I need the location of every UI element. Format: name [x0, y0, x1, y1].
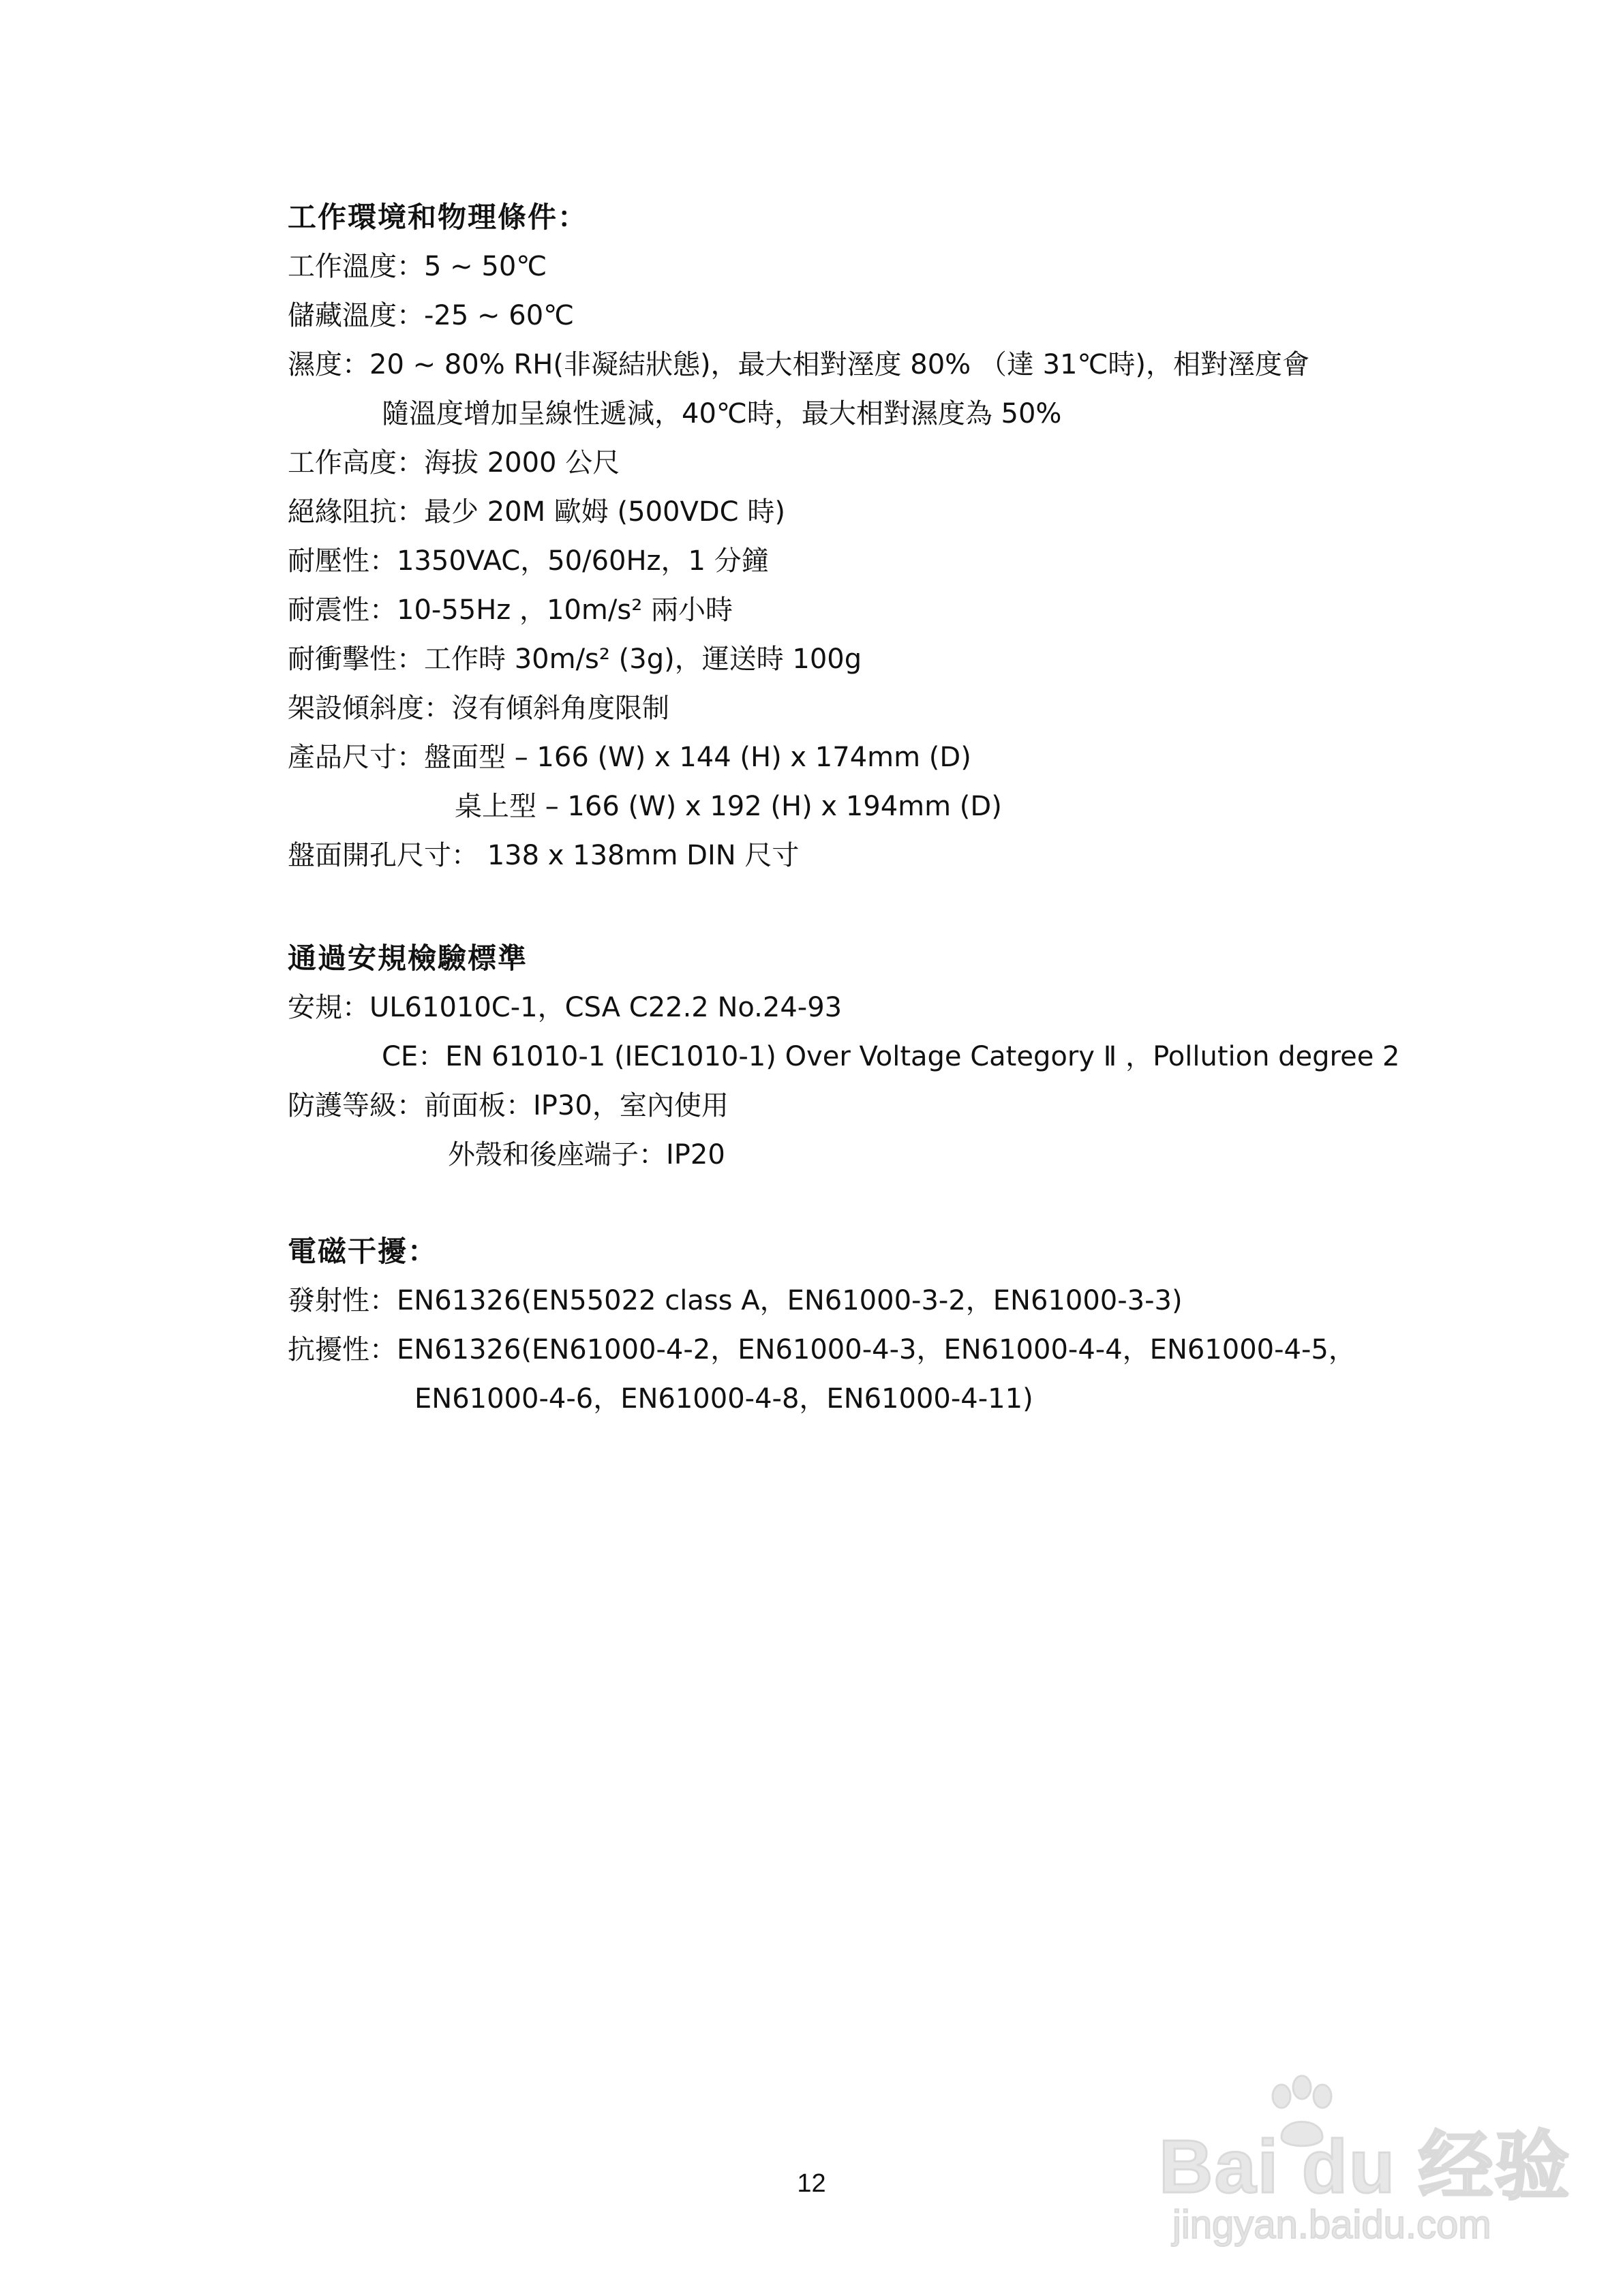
- product-dimensions-desktop: 桌上型 – 166 (W) x 192 (H) x 194mm (D): [455, 791, 1002, 822]
- page-number: 12: [797, 2169, 826, 2198]
- protection-rating-front: 防護等級：前面板：IP30，室內使用: [288, 1090, 729, 1121]
- safety-heading: 通過安規檢驗標準: [288, 941, 528, 975]
- panel-cutout-size: 盤面開孔尺寸： 138 x 138mm DIN 尺寸: [288, 840, 800, 871]
- vibration-resistance: 耐震性：10-55Hz ，10m/s² 兩小時: [288, 594, 733, 626]
- humidity: 濕度：20 ~ 80% RH(非凝結狀態)，最大相對溼度 80% （達 31℃時)，相對溼度會: [288, 349, 1310, 380]
- withstand-voltage: 耐壓性：1350VAC，50/60Hz，1 分鐘: [288, 545, 769, 577]
- environment-heading: 工作環境和物理條件：: [288, 200, 588, 234]
- emc-heading: 電磁干擾：: [288, 1235, 438, 1268]
- operating-altitude: 工作高度：海拔 2000 公尺: [288, 447, 620, 479]
- shock-resistance: 耐衝擊性：工作時 30m/s² (3g)，運送時 100g: [288, 644, 862, 675]
- mounting-tilt: 架設傾斜度：沒有傾斜角度限制: [288, 693, 669, 724]
- safety-section: [288, 934, 1446, 1179]
- environment-section: [288, 193, 1446, 880]
- ce-standard: CE：EN 61010-1 (IEC1010-1) Over Voltage Category Ⅱ ，Pollution degree 2: [382, 1041, 1400, 1072]
- emission: 發射性：EN61326(EN55022 class A，EN61000-3-2，EN61000-3-3): [288, 1285, 1183, 1316]
- emc-section: [288, 1227, 1446, 1423]
- product-dimensions-panel: 產品尺寸：盤面型 – 166 (W) x 144 (H) x 174mm (D): [288, 742, 971, 773]
- immunity-continued: EN61000-4-6，EN61000-4-8，EN61000-4-11): [414, 1383, 1033, 1415]
- humidity-continued: 隨溫度增加呈線性遞減，40℃時，最大相對濕度為 50%: [382, 398, 1062, 429]
- storage-temperature: 儲藏溫度：-25 ~ 60℃: [288, 300, 575, 331]
- safety-standards: 安規：UL61010C-1，CSA C22.2 No.24-93: [288, 992, 843, 1023]
- watermark-brand: Bai du 经验: [1159, 2125, 1571, 2209]
- operating-temperature: 工作溫度：5 ~ 50℃: [288, 251, 547, 282]
- baidu-watermark: [1159, 2066, 1571, 2270]
- protection-rating-enclosure: 外殼和後座端子：IP20: [448, 1139, 725, 1170]
- watermark-domain: jingyan.baidu.com: [1172, 2203, 1491, 2247]
- immunity: 抗擾性：EN61326(EN61000-4-2，EN61000-4-3，EN61000-4-4，EN61000-4-5，: [288, 1334, 1356, 1365]
- insulation-resistance: 絕緣阻抗：最少 20M 歐姆 (500VDC 時): [288, 496, 785, 528]
